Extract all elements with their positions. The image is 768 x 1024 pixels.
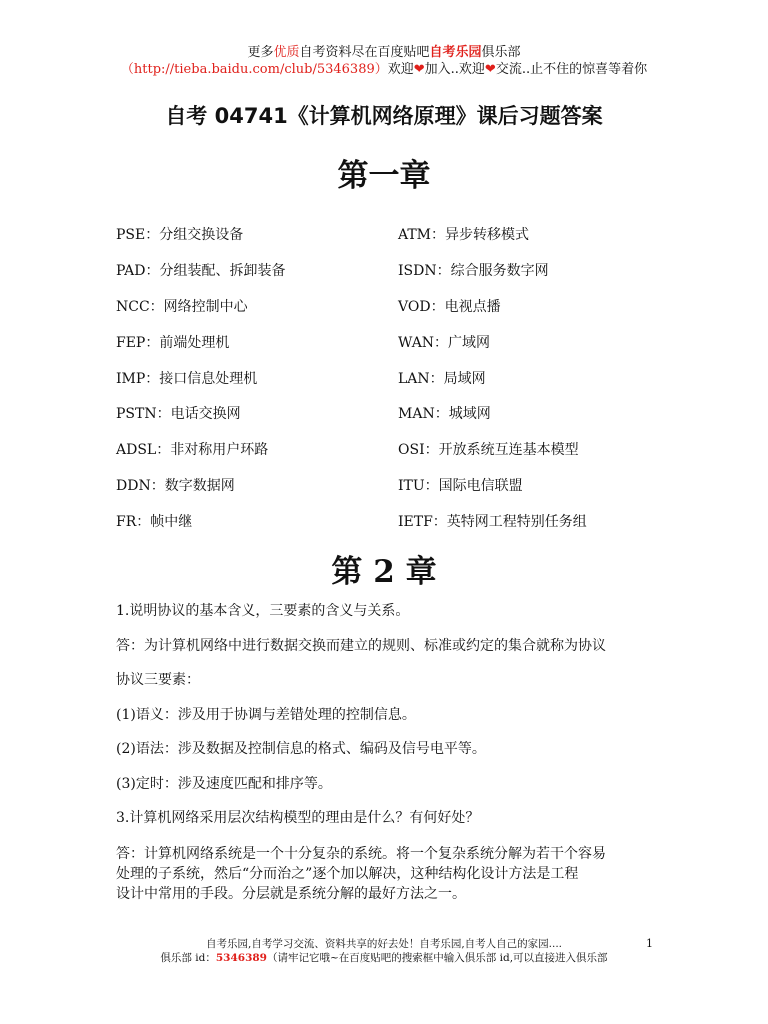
glossary-term: WAN：广域网 [398,334,491,351]
chapter-1-heading: 第一章 [337,158,431,194]
glossary-term: MAN：城域网 [398,406,491,423]
brand-name: 自考乐园 [429,45,482,60]
promo-text: 交流..止不住的惊喜等着你 [495,62,648,77]
element-semantics: (1)语义：涉及用于协调与差错处理的控制信息。 [116,706,416,723]
heart-icon: ❤ [484,62,496,77]
promo-highlight: 优质 [273,45,300,60]
promo-text: 欢迎 [387,62,414,77]
page-number: 1 [646,937,653,950]
glossary-term: FR：帧中继 [116,514,193,531]
footer-line-1: 自考乐园,自考学习交流、资料共享的好去处！自考乐园,自考人自己的家园.... [205,938,563,950]
promo-line-1 [0,44,768,61]
glossary-term: PSE：分组交换设备 [116,227,244,243]
promo-text: 自考资料尽在百度贴吧 [299,45,430,60]
glossary-term: FEP：前端处理机 [116,334,230,351]
glossary-term: LAN：局域网 [398,370,486,387]
promo-text: 更多 [247,45,274,60]
glossary-term: IMP：接口信息处理机 [116,370,258,387]
glossary-row [116,439,676,475]
glossary-term: IETF：英特网工程特别任务组 [398,514,587,531]
chapter-2-body [116,602,656,904]
glossary-term: NCC：网络控制中心 [116,298,248,315]
glossary-term: PSTN：电话交换网 [116,406,241,423]
footer-text: 俱乐部 id： [160,952,216,964]
answer-3 [116,844,656,904]
glossary-row [116,475,676,511]
glossary-row [116,224,676,260]
glossary-term: ITU：国际电信联盟 [398,478,523,495]
answer-3-line: 设计中常用的手段。分层就是系统分解的最好方法之一。 [116,885,466,902]
glossary-row [116,403,676,439]
glossary-term: PAD：分组装配、拆卸装备 [116,262,286,279]
glossary-term: ADSL：非对称用户环路 [116,442,269,459]
question-3: 3.计算机网络采用层次结构模型的理由是什么？有何好处？ [116,810,480,826]
glossary-term: OSI：开放系统互连基本模型 [398,442,579,459]
glossary-row [116,332,676,368]
element-syntax: (2)语法：涉及数据及控制信息的格式、编码及信号电平等。 [116,741,486,757]
promo-line-2 [0,61,768,78]
glossary-row [116,296,676,332]
promo-header [0,44,768,78]
heart-icon: ❤ [413,62,425,77]
answer-1: 答：为计算机网络中进行数据交换而建立的规则、标准或约定的集合就称为协议 [116,637,606,654]
club-id: 5346389 [215,952,267,964]
glossary-term: DDN：数字数据网 [116,478,235,495]
glossary-term: ISDN：综合服务数字网 [398,262,549,279]
document-title: 自考 04741《计算机网络原理》课后习题答案 [165,104,603,128]
glossary-row [116,368,676,404]
glossary-list [116,224,676,547]
club-url-link[interactable]: （http://tieba.baidu.com/club/5346389） [120,62,388,77]
glossary-term: VOD：电视点播 [398,298,501,315]
promo-text: 加入..欢迎 [424,62,485,77]
element-timing: (3)定时：涉及速度匹配和排序等。 [116,775,332,792]
answer-3-line: 处理的子系统，然后“分而治之”逐个加以解决，这种结构化设计方法是工程 [116,865,579,882]
glossary-row [116,511,676,547]
chapter-2-heading: 第 2 章 [331,554,437,590]
footer-text: （请牢记它哦~在百度贴吧的搜索框中输入俱乐部 id,可以直接进入俱乐部 [267,952,608,964]
footer-line-2 [0,951,768,965]
protocol-elements-heading: 协议三要素： [116,672,200,688]
glossary-term: ATM：异步转移模式 [398,227,530,243]
promo-text: 俱乐部 [481,45,521,60]
glossary-row [116,260,676,296]
answer-3-line: 答：计算机网络系统是一个十分复杂的系统。将一个复杂系统分解为若干个容易 [116,845,606,862]
question-1: 1.说明协议的基本含义，三要素的含义与关系。 [116,603,410,619]
